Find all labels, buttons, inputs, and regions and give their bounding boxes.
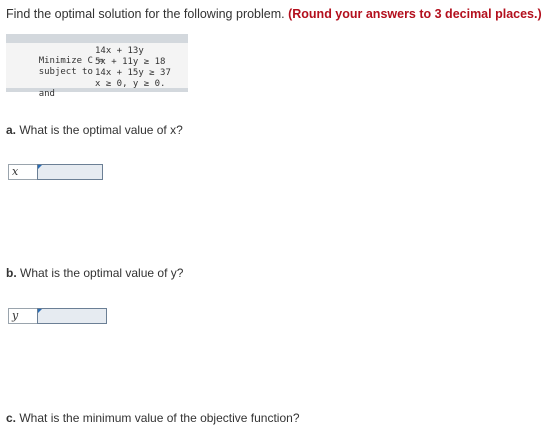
constraint-label: subject to [38,67,93,77]
objective-label: Minimize C = [38,56,104,66]
constraint-expression-1: 5x + 11y ≥ 18 [95,57,166,67]
rounding-note: (Round your answers to 3 decimal places.) [288,7,542,21]
question-c-letter: c. [6,411,17,425]
question-a-text: What is the optimal value of x? [16,123,183,137]
nonnegativity-label: and [38,89,55,99]
y-variable-label: y [8,308,38,324]
problem-statement [6,34,188,99]
question-c-text: What is the minimum value of the objective function? [16,411,300,425]
question-b [6,266,183,280]
nonnegativity-expression: x ≥ 0, y ≥ 0. [95,79,166,89]
constraint-expression-2: 14x + 15y ≥ 37 [95,68,171,78]
question-a-letter: a. [6,123,17,137]
instructions [6,7,542,21]
question-a [6,123,183,137]
question-b-letter: b. [6,266,17,280]
question-b-text: What is the optimal value of y? [16,266,184,280]
nonnegativity-row [17,79,166,119]
flag-marker-icon [38,309,42,313]
x-variable-label: x [8,164,38,180]
objective-expression: 14x + 13y [95,46,144,56]
y-answer-input[interactable] [37,308,107,324]
x-answer-input[interactable] [37,164,103,180]
question-c [6,411,300,425]
instructions-text: Find the optimal solution for the following problem. [6,7,289,21]
flag-marker-icon [38,165,42,169]
